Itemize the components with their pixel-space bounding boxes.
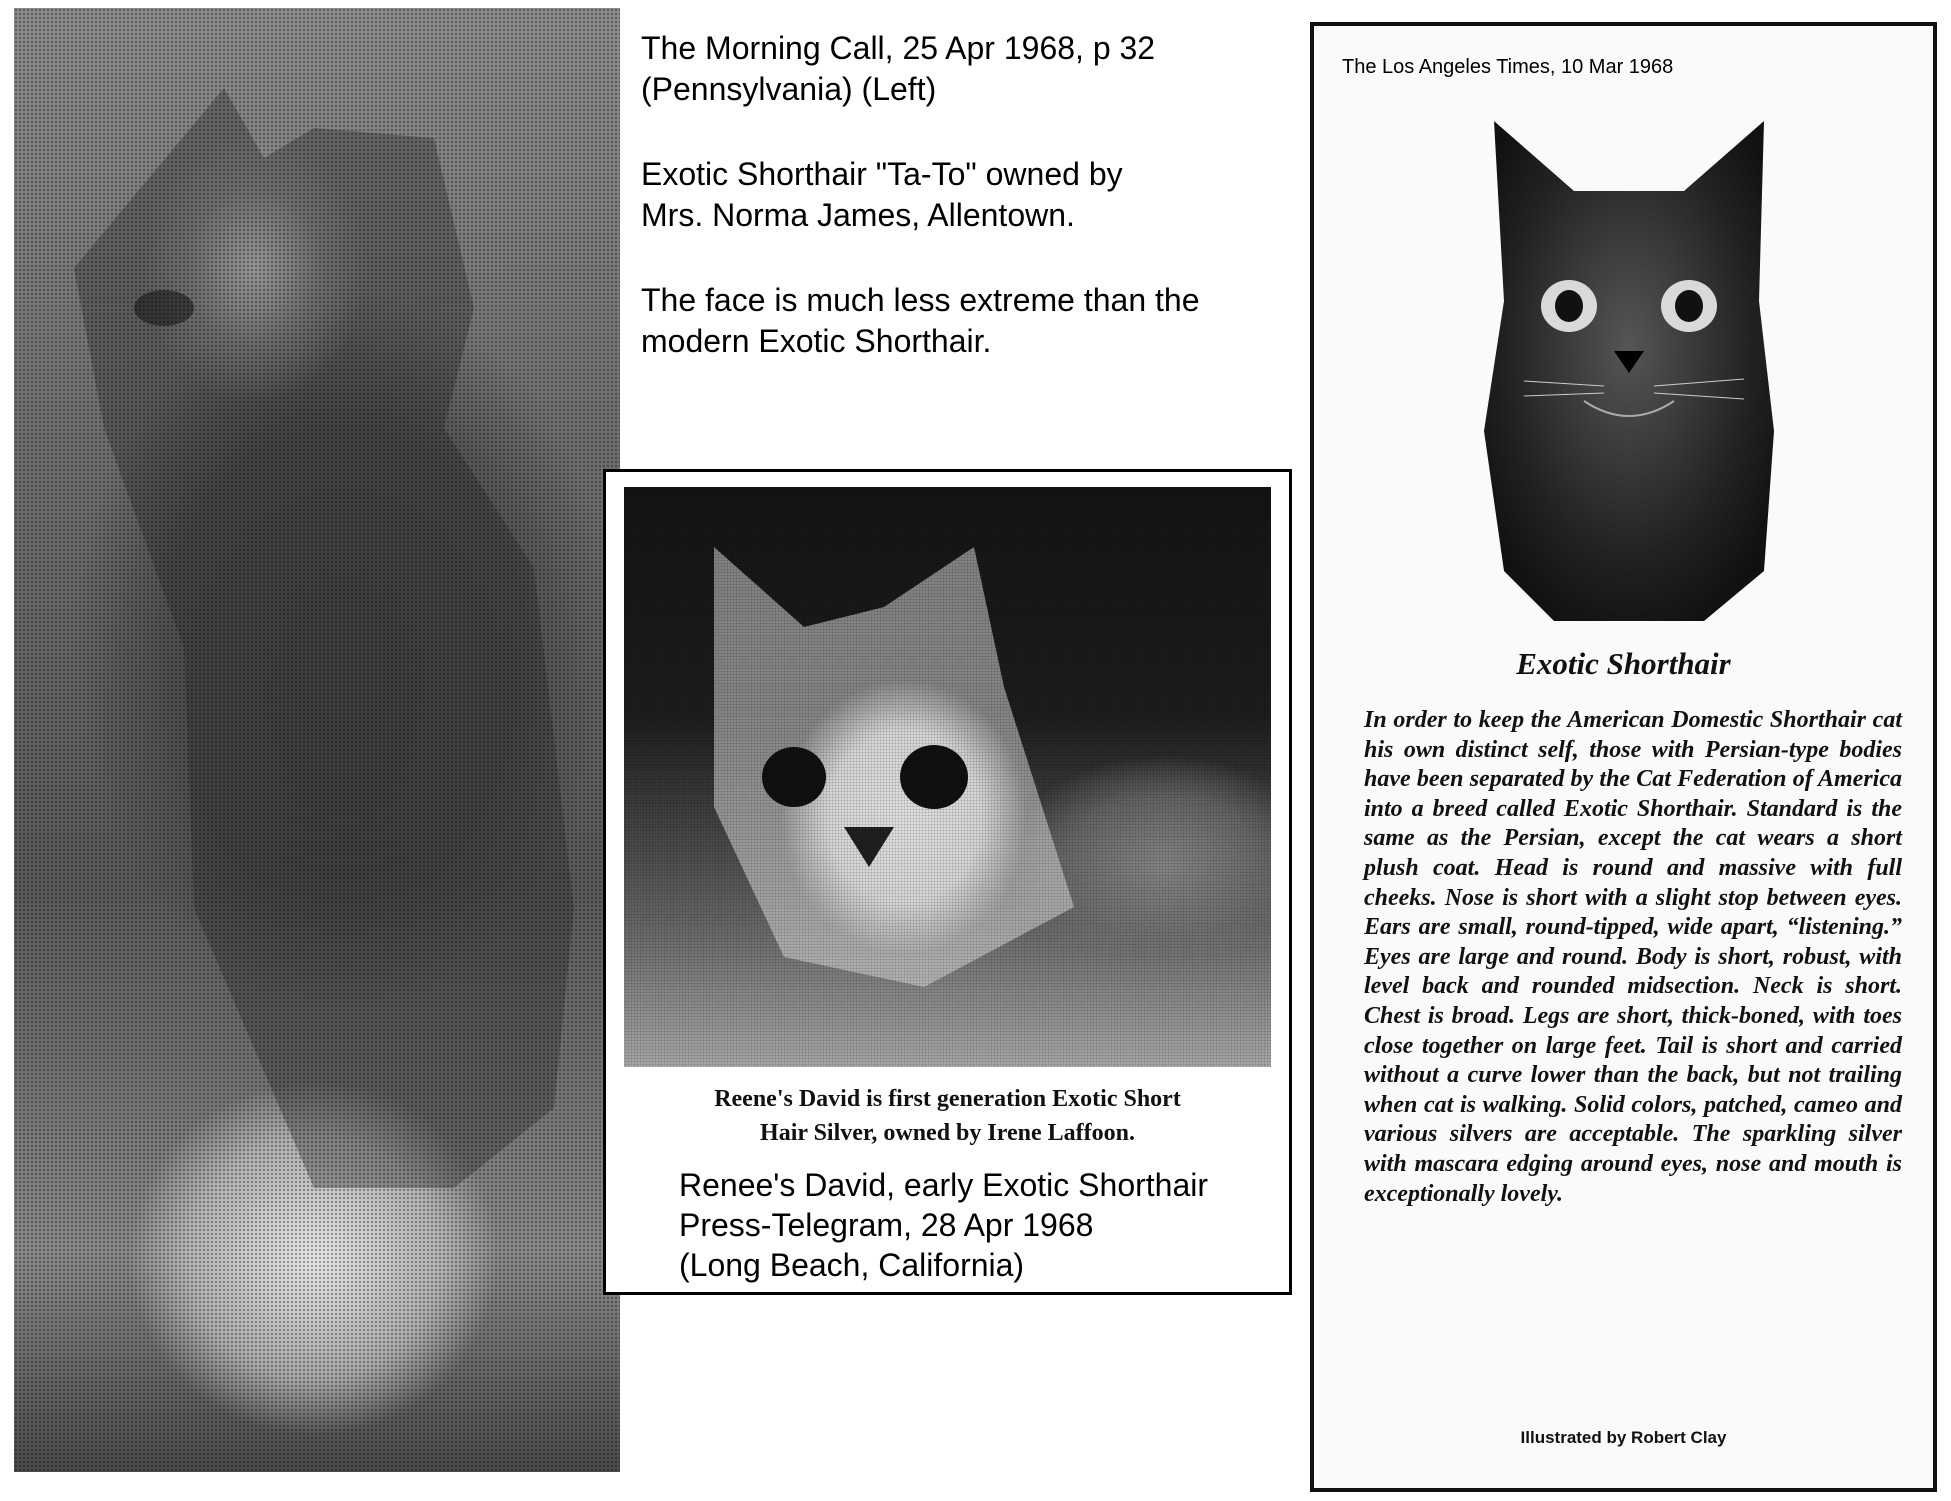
press-telegram-line2: Press-Telegram, 28 Apr 1968 <box>679 1207 1094 1243</box>
news-caption-line2: Hair Silver, owned by Irene Laffoon. <box>760 1120 1135 1146</box>
morning-call-desc-line1: Exotic Shorthair "Ta-To" owned by <box>641 156 1123 192</box>
press-telegram-line3: (Long Beach, California) <box>679 1247 1025 1283</box>
morning-call-source-line1: The Morning Call, 25 Apr 1968, p 32 <box>641 30 1156 66</box>
la-times-source: The Los Angeles Times, 10 Mar 1968 <box>1342 56 1674 78</box>
morning-call-cat-photo <box>14 8 620 1472</box>
morning-call-note-line1: The face is much less extreme than the <box>641 282 1200 318</box>
news-caption-line1: Reene's David is first generation Exotic Short <box>714 1086 1181 1112</box>
morning-call-source-line2: (Pennsylvania) (Left) <box>641 71 937 107</box>
morning-call-caption <box>641 28 1281 362</box>
press-telegram-panel <box>603 469 1292 1295</box>
press-telegram-cat-photo <box>624 487 1271 1067</box>
cat-illustration <box>1464 101 1794 621</box>
morning-call-note-line2: modern Exotic Shorthair. <box>641 323 992 359</box>
la-times-panel <box>1310 22 1937 1492</box>
press-telegram-caption <box>679 1165 1279 1285</box>
la-times-title: Exotic Shorthair <box>1516 646 1731 681</box>
morning-call-desc-line2: Mrs. Norma James, Allentown. <box>641 197 1075 233</box>
la-times-credit: Illustrated by Robert Clay <box>1520 1428 1727 1447</box>
cat-silhouette <box>14 8 620 1472</box>
cat-face-sketch <box>624 487 1271 1067</box>
press-telegram-line1: Renee's David, early Exotic Shorthair <box>679 1167 1209 1203</box>
la-times-body: In order to keep the American Domestic Shorthair cat his own distinct self, those with Persian-type bodies have been separated by the Cat Federation of America into a breed called Exotic Shorthair. Standard is the same as the Persian, except the cat wears a short plush coat. Head is round and massive with full cheeks. Nose is short with a slight stop between eyes. Ears are small, round-tipped, wide apart, “listening.” Eyes are large and round. Body is short, robust, with level back and rounded midsection. Neck is short. Chest is broad. Legs are short, thick-boned, with toes close together on large feet. Tail is short and carried without a curve lower than the back, but not trailing when cat is walking. Solid colors, patched, cameo and various silvers are acceptable. The sparkling silver with mascara edging around eyes, nose and mouth is exceptionally lovely. <box>1364 707 1902 1207</box>
press-telegram-news-caption <box>624 1082 1271 1150</box>
